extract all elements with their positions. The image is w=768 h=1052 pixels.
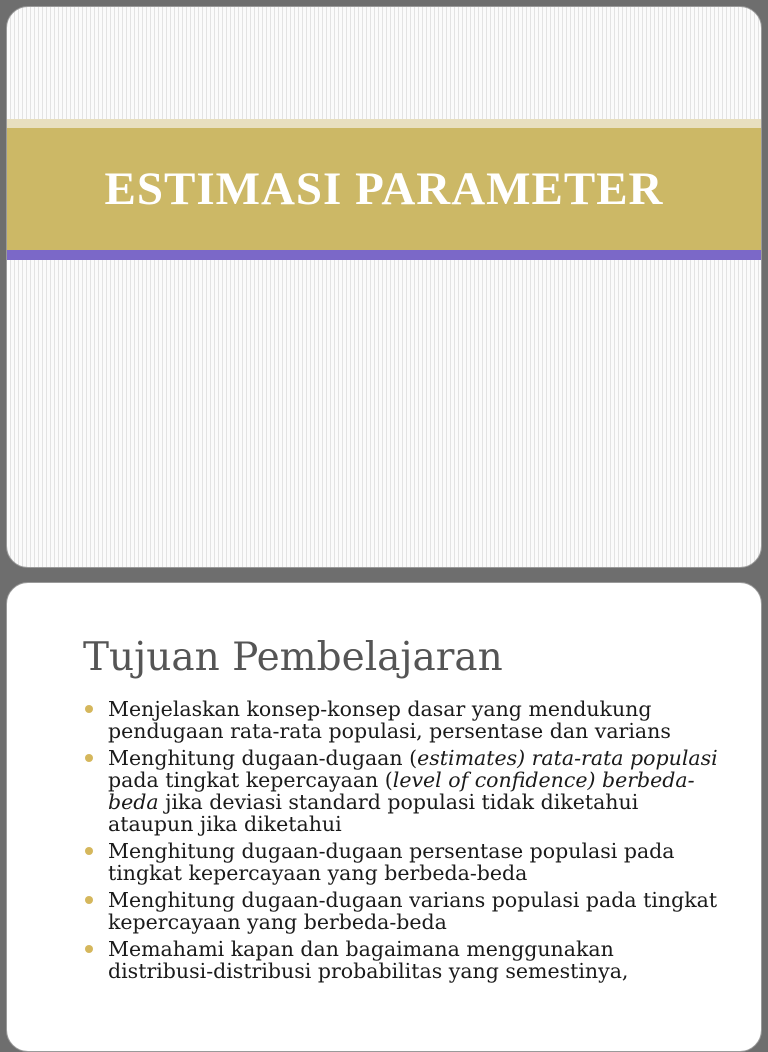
bullet-text-segment: Menghitung dugaan-dugaan ( <box>108 746 418 770</box>
title-band-top-stripe <box>7 119 761 128</box>
bullet-dot-icon <box>85 847 93 855</box>
bullet-text-segment: estimates) rata-rata populasi <box>417 746 718 770</box>
slide-title: ESTIMASI PARAMETER <box>104 163 664 215</box>
bullet-text-segment: jika deviasi standard populasi tidak diketahui ataupun jika diketahui <box>108 790 639 836</box>
title-band <box>7 128 761 250</box>
title-slide <box>6 6 762 568</box>
bullet-dot-icon <box>85 945 93 953</box>
bullet-text-segment: level of confidence) berbeda-beda <box>108 768 695 814</box>
bullet-item <box>81 889 721 933</box>
title-band-accent-stripe <box>7 250 761 260</box>
bullet-dot-icon <box>85 754 93 762</box>
bullet-text-segment: Menghitung dugaan-dugaan persentase populasi pada tingkat kepercayaan yang berbeda-beda <box>108 839 675 885</box>
bullet-dot-icon <box>85 896 93 904</box>
bullet-dot-icon <box>85 705 93 713</box>
slide-heading: Tujuan Pembelajaran <box>83 635 503 680</box>
bullet-text-segment: Menjelaskan konsep-konsep dasar yang mendukung pendugaan rata-rata populasi, persentase dan varians <box>108 697 671 743</box>
bullet-text-segment: Menghitung dugaan-dugaan varians populasi pada tingkat kepercayaan yang berbeda-beda <box>108 888 718 934</box>
bullet-text-segment: Memahami kapan dan bagaimana menggunakan distribusi-distribusi probabilitas yang semestinya, <box>108 937 629 983</box>
bullet-item <box>81 747 721 835</box>
content-slide <box>6 582 762 1052</box>
bullet-item <box>81 938 721 982</box>
bullet-list <box>81 698 721 987</box>
bullet-text-segment: pada tingkat kepercayaan ( <box>108 768 393 792</box>
bullet-item <box>81 840 721 884</box>
bullet-item <box>81 698 721 742</box>
